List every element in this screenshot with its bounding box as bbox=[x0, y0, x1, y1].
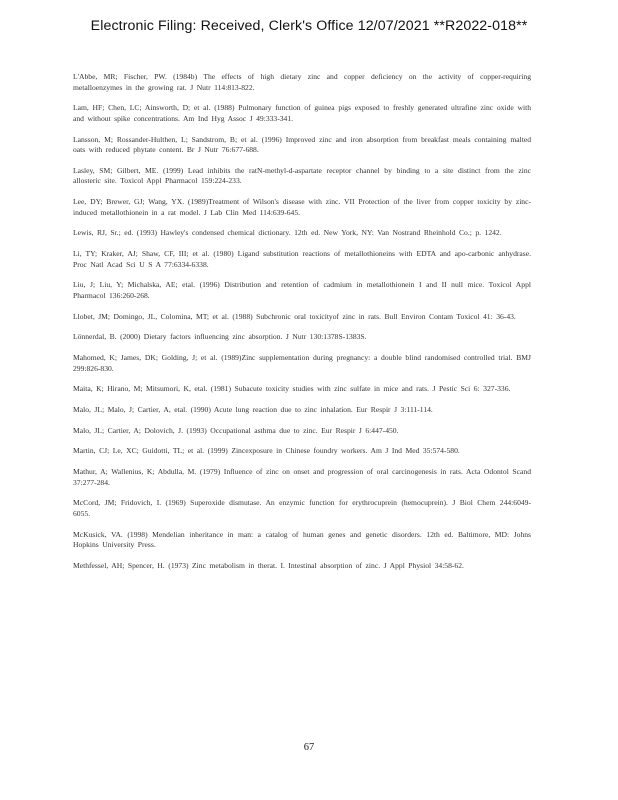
reference-entry: Lam, HF; Chen, LC; Ainsworth, D; et al. (1988) Pulmonary function of guinea pigs exposed to freshly generated ultrafine zinc oxide with and without spike concentrations. Am Ind Hyg Assoc J 49:333-341. bbox=[73, 103, 531, 123]
reference-entry: McCord, JM; Fridovich, I. (1969) Superoxide dismutase. An enzymic function for erythrocuprein (hemocuprein). J Biol Chem 244:6049-6055. bbox=[73, 498, 531, 518]
reference-entry: Maita, K; Hirano, M; Mitsumori, K, etal. (1981) Subacute toxicity studies with zinc sulfate in mice and rats. J Pestic Sci 6: 327-336. bbox=[73, 384, 511, 394]
reference-entry: Mathur, A; Wallenius, K; Abdulla, M. (1979) Influence of zinc on onset and progression of oral carcinogenesis in rats. Acta Odontol Scand 37:277-284. bbox=[73, 467, 531, 487]
reference-list bbox=[73, 72, 531, 582]
reference-entry: Mahomed, K; James, DK; Golding, J; et al. (1989)Zinc supplementation during pregnancy: a double blind randomised controlled trial. BMJ 299:826-830. bbox=[73, 353, 531, 373]
reference-entry: Lasley, SM; Gilbert, ME. (1999) Lead inhibits the ratN-methyl-d-aspartate receptor channel by binding to a site distinct from the zinc allosteric site. Toxicol Appl Pharmacol 159:224-233. bbox=[73, 165, 531, 186]
reference-entry: Martin, CJ; Le, XC; Guidotti, TL; et al. (1999) Zincexposure in Chinese foundry workers. Am J Ind Med 35:574-580. bbox=[73, 446, 460, 456]
page-number: 67 bbox=[303, 742, 315, 753]
reference-entry: Malo, JL; Cartier, A; Dolovich, J. (1993) Occupational asthma due to zinc. Eur Respir J 6:447-450. bbox=[73, 425, 399, 435]
reference-entry: Malo, JL; Malo, J; Cartier, A, etal. (1990) Acute lung reaction due to zinc inhalation. Eur Respir J 3:111-114. bbox=[73, 405, 433, 414]
filing-header: Electronic Filing: Received, Clerk's Office 12/07/2021 **R2022-018** bbox=[90, 18, 528, 34]
reference-entry: L'Abbe, MR; Fischer, PW. (1984b) The effects of high dietary zinc and copper deficiency on the activity of copper-requiring metalloenzymes in the growing rat. J Nutr 114:813-822. bbox=[73, 72, 531, 92]
reference-entry: McKusick, VA. (1998) Mendelian inheritance in man: a catalog of human genes and genetic disorders. 12th ed. Baltimore, MD: Johns Hopkins University Press. bbox=[73, 529, 531, 550]
reference-entry: Liu, J; Liu, Y; Michalska, AE; etal. (1996) Distribution and retention of cadmium in metallothionein I and II null mice. Toxicol Appl Pharmacol 136:260-268. bbox=[73, 280, 531, 300]
reference-entry: Lönnerdal, B. (2000) Dietary factors influencing zinc absorption. J Nutr 130:1378S-1383S. bbox=[73, 332, 367, 342]
reference-entry: Llobet, JM; Domingo, JL, Colomina, MT; et al. (1988) Subchronic oral toxicityof zinc in rats. Bull Environ Contam Toxicol 41: 36-43. bbox=[73, 311, 516, 321]
reference-entry: Lee, DY; Brewer, GJ; Wang, YX. (1989)Treatment of Wilson's disease with zinc. VII Protection of the liver from copper toxicity by zinc-induced metallothionein in a rat model. J Lab Clin Med 114:639-645. bbox=[73, 197, 531, 217]
reference-entry: Methfessel, AH; Spencer, H. (1973) Zinc metabolism in therat. I. Intestinal absorption of zinc. J Appl Physiol 34:58-62. bbox=[73, 560, 464, 570]
reference-entry: Lansson, M; Rossander-Hulthen, L; Sandstrom, B; et al. (1996) Improved zinc and iron absorption from breakfast meals containing malted oats with reduced phytate content. Br J Nutr 76:677-688. bbox=[73, 134, 531, 155]
reference-entry: Li, TY; Kraker, AJ; Shaw, CF, III; et al. (1980) Ligand substitution reactions of metallothioneins with EDTA and apo-carbonic anhydrase. Proc Natl Acad Sci U S A 77:6334-6338. bbox=[73, 249, 531, 269]
reference-entry: Lewis, RJ, Sr.; ed. (1993) Hawley's condensed chemical dictionary. 12th ed. New York, NY: Van Nostrand Rheinhold Co.; p. 1242. bbox=[73, 228, 502, 238]
